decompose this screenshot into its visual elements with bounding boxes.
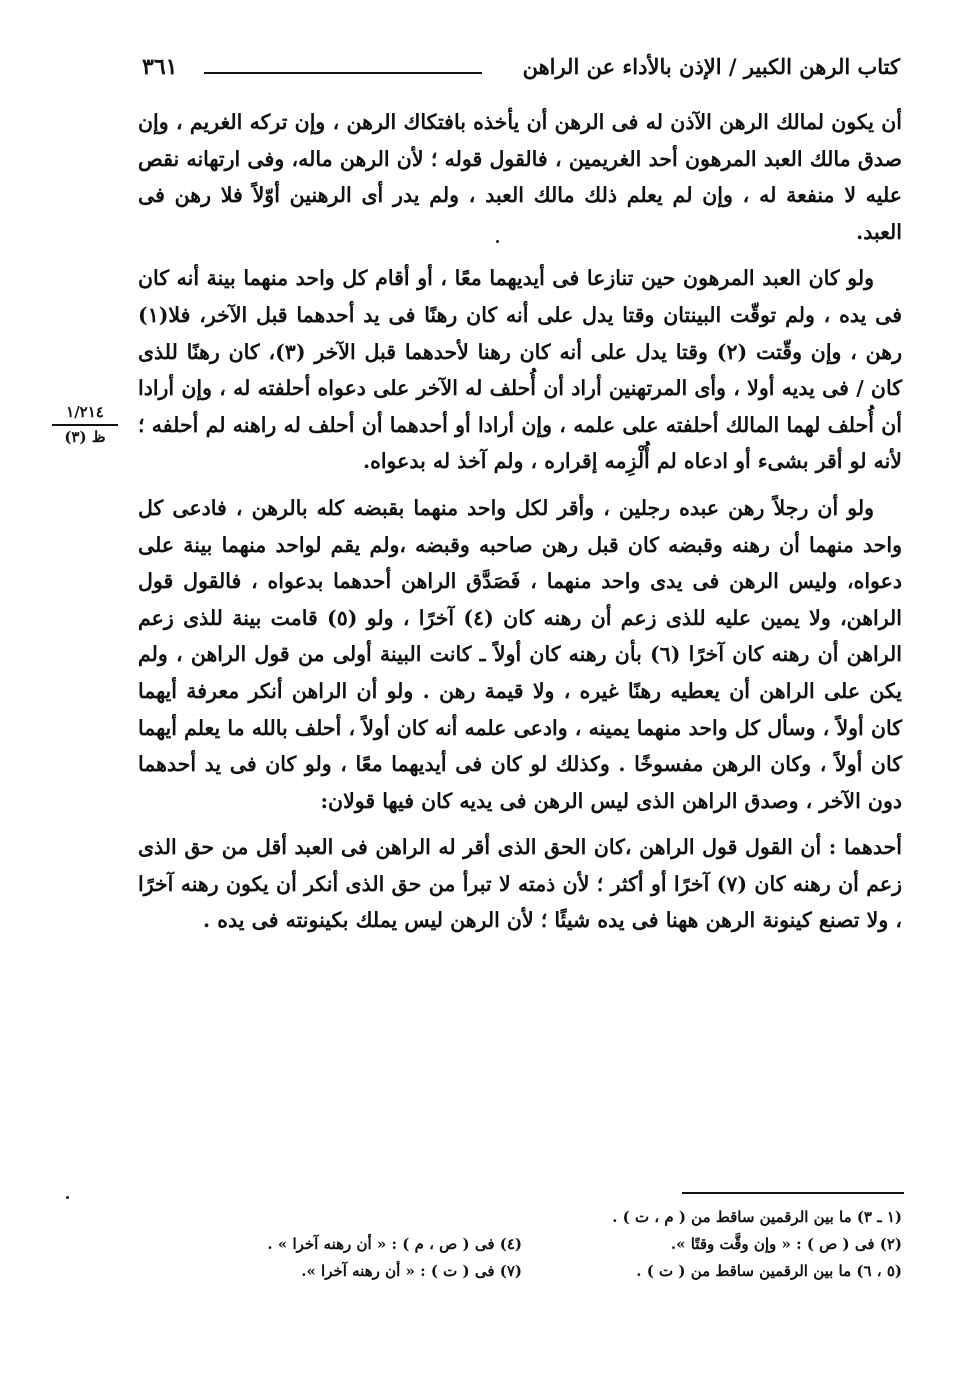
footnotes — [140, 1204, 902, 1285]
footnote-rule — [682, 1192, 904, 1194]
paragraph-4: أحدهما : أن القول قول الراهن ،كان الحق الذى أقر له الراهن فى العبد أقل من حق الذى زعم أن رهنه كان (٧) آخرًا أو أكثر ؛ لأن ذمته لا تبرأ من حق الذى أنكر أن يكون رهنه آخرًا ، ولا تصنع كينونة الرهن ههنا فى يده شيئًا ؛ لأن الرهن ليس يملك بكينونته فى يده . — [138, 835, 902, 933]
footnote-7: (٧) فى ( ت ) : « أن رهنه آخرا ». — [301, 1262, 522, 1280]
margin-note-manuscript: ظ (٣) — [64, 428, 106, 446]
margin-note — [52, 402, 118, 447]
footnote-row — [140, 1204, 902, 1231]
paragraph-1: أن يكون لمالك الرهن الآذن له فى الرهن أن يأخذه بافتكاك الرهن ، وإن تركه الغريم ، وإن صدق مالك العبد المرهون أحد الغريمين ، فالقول قوله ؛ لأن الرهن ماله، وفى ارتهانه نقص عليه لا منفعة له ، وإن لم يعلم ذلك مالك العبد ، ولم يدر أى الرهنين أوّلاً فلا رهن فى العبد. — [138, 110, 902, 244]
footnote-2: (٢) فى ( ص ) : « وإن وقَّت وقتًا ». — [670, 1235, 902, 1253]
header-title: كتاب الرهن الكبير / الإذن بالأداء عن الراهن — [522, 54, 900, 79]
footnote-row — [140, 1231, 902, 1258]
speck-mark — [496, 240, 499, 243]
footnote-1-3: (١ ـ ٣) ما بين الرقمين ساقط من ( م ، ت ) . — [612, 1208, 902, 1226]
paragraph-3: ولو أن رجلاً رهن عبده رجلين ، وأقر لكل واحد منهما بقبضه كله بالرهن ، فادعى كل واحد منهما أن رهنه وقبضه كان قبل رهن صاحبه وقبضه ،ولم يقم لواحد منهما بينة على دعواه، وليس الرهن فى يدى واحد منهما ، فَصَدَّق الراهن أحدهما بدعواه ، فالقول قول الراهن، ولا يمين عليه للذى زعم أن رهنه كان (٤) آخرًا ، ولو (٥) قامت بينة للذى زعم الراهن أن رهنه كان آخرًا (٦) بأن رهنه كان أولاً ـ كانت البينة أولى من قول الراهن ، ولم يكن على الراهن أن يعطيه رهنًا غيره ، ولا قيمة رهن . ولو أن الراهن أنكر معرفة أيهما كان أولاً ، وسأل كل واحد منهما يمينه ، وادعى علمه أنه كان أولاً ، أحلف بالله ما يعلم أيهما كان أولاً ، وكان الرهن مفسوخًا . وكذلك لو كان فى أيديهما معًا ، ولو كان فى يد أحدهما دون الآخر ، وصدق الراهن الذى ليس الرهن فى يديه كان فيها قولان: — [138, 495, 902, 813]
margin-note-folio: ١/٢١٤ — [52, 402, 118, 426]
running-header — [140, 50, 900, 90]
header-rule — [204, 72, 482, 74]
speck-mark — [66, 1196, 69, 1199]
footnote-4: (٤) فى ( ص ، م ) : « أن رهنه آخرا » . — [267, 1235, 522, 1253]
footnote-5-6: (٥ ، ٦) ما بين الرقمين ساقط من ( ت ) . — [636, 1262, 902, 1280]
paragraph-2: ولو كان العبد المرهون حين تنازعا فى أيديهما معًا ، أو أقام كل واحد منهما بينة أنه كان فى يده ، ولم توقّت البينتان وقتا يدل على أنه كان رهنًا فى يد أحدهما قبل الآخر، فلا(١) رهن ، وإن وقّتت (٢) وقتا يدل على أنه كان رهنا لأحدهما قبل الآخر (٣)، كان رهنًا للذى كان / فى يديه أولا ، وأى المرتهنين أراد أن أُحلف له الآخر على دعواه أحلفته له ، وإن أرادا أن أُحلف لهما المالك أحلفته على علمه ، وإن أرادا أو أحدهما أن أحلف له راهنه لم أحلفه ؛ لأنه لو أقر بشىء أو ادعاه لم أُلْزِمه إقراره ، ولم آخذ له بدعواه. — [138, 266, 902, 474]
page-number: ٣٦١ — [142, 54, 178, 80]
body-text — [138, 104, 902, 949]
footnote-row — [140, 1258, 902, 1285]
